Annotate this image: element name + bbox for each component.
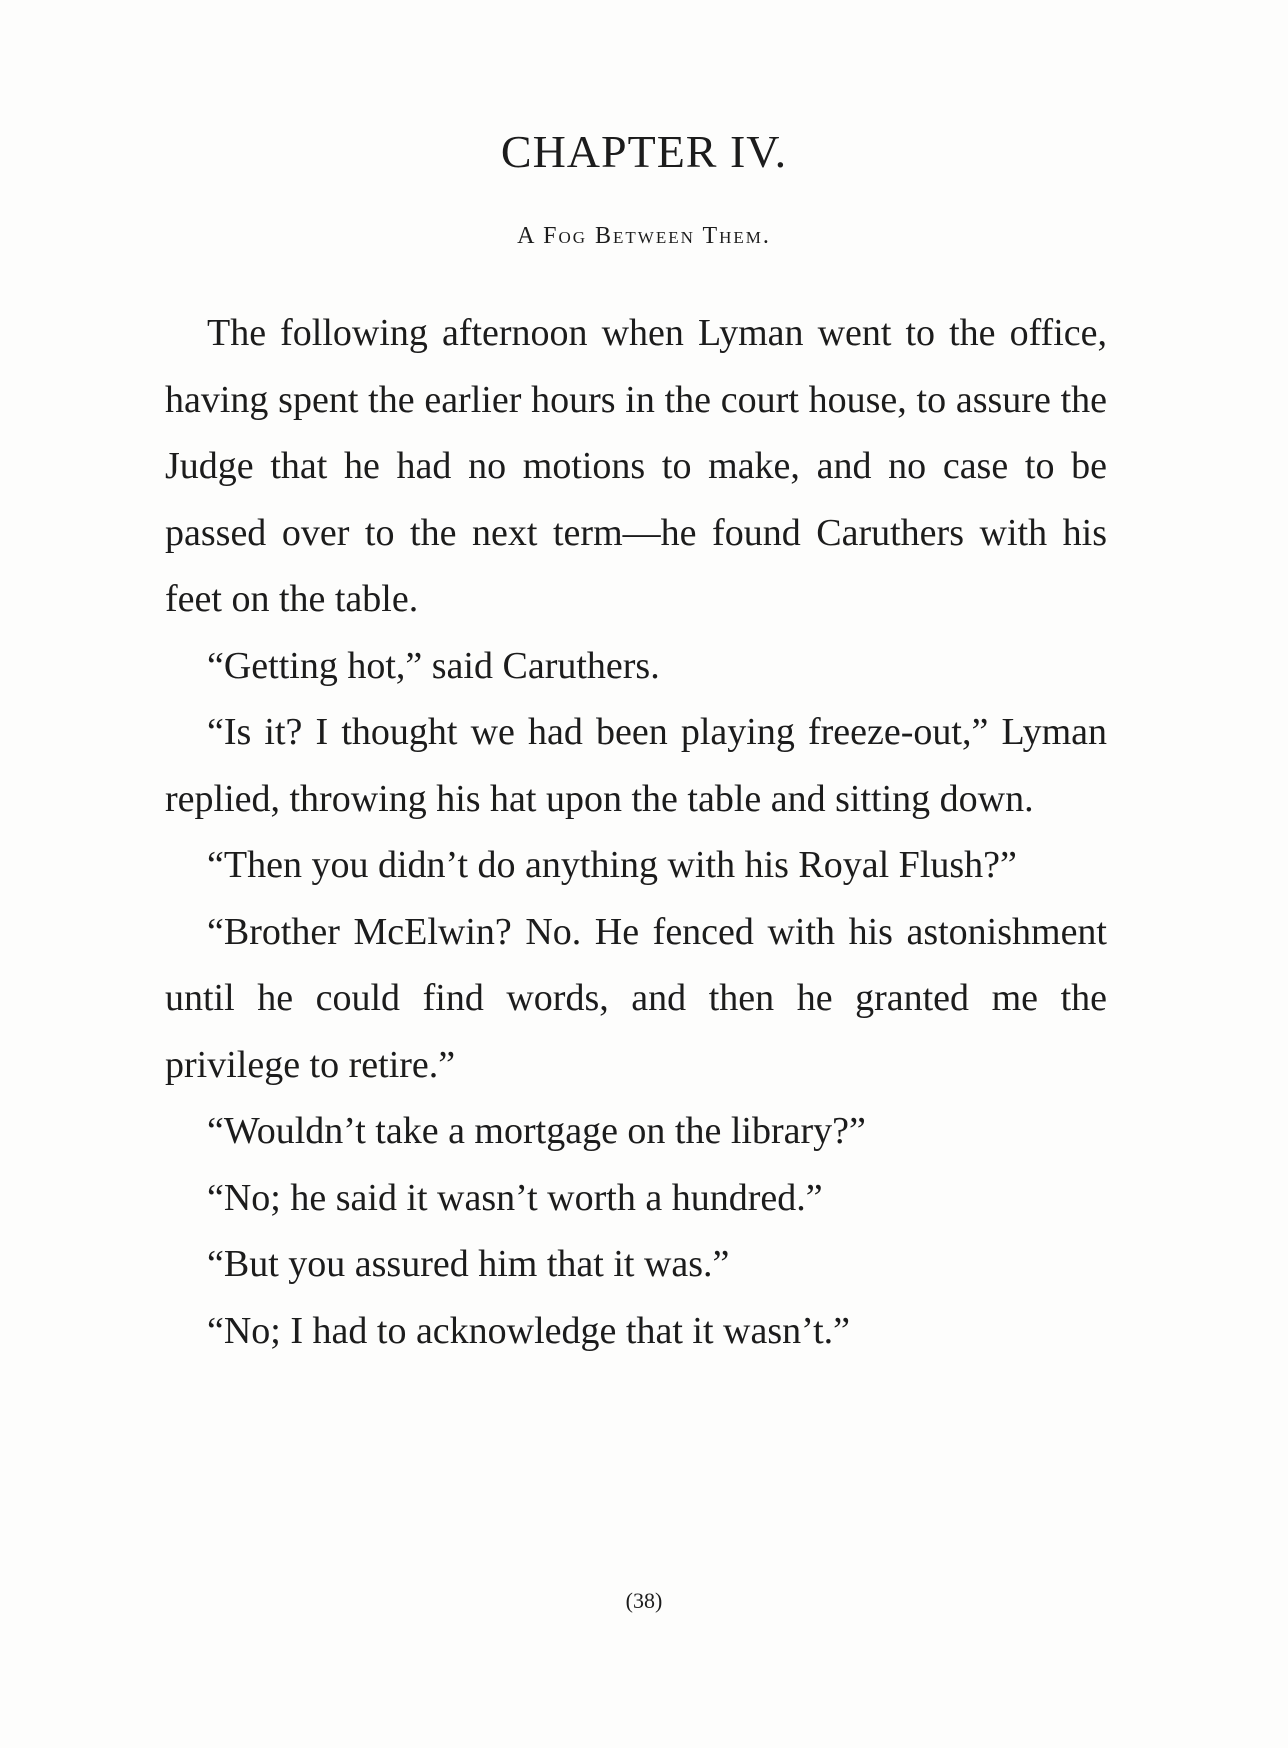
chapter-body xyxy=(165,300,1107,1364)
chapter-subtitle: A Fog Between Them. xyxy=(517,223,771,249)
page-number: (38) xyxy=(625,1588,663,1613)
chapter-title: CHAPTER IV. xyxy=(500,126,788,177)
paragraph: “Is it? I thought we had been playing freeze-out,” Lyman replied, throwing his hat upon the table and sitting down. xyxy=(165,711,1107,820)
paragraph: “No; he said it wasn’t worth a hundred.” xyxy=(207,1176,823,1219)
paragraph: “Getting hot,” said Caruthers. xyxy=(207,644,660,687)
paragraph: “Wouldn’t take a mortgage on the library?” xyxy=(207,1110,866,1152)
paragraph: The following afternoon when Lyman went to the office, having spent the earlier hours in the court house, to assure the Judge that he had no motions to make, and no case to be passed over to the next term—he found Caruthers with his feet on the table. xyxy=(165,312,1107,620)
paragraph: “Then you didn’t do anything with his Royal Flush?” xyxy=(207,844,1017,886)
paragraph: “No; I had to acknowledge that it wasn’t.” xyxy=(207,1309,850,1352)
paragraph: “Brother McElwin? No. He fenced with his astonishment until he could find words, and then he granted me the privilege to retire.” xyxy=(165,910,1107,1086)
paragraph: “But you assured him that it was.” xyxy=(207,1243,730,1285)
